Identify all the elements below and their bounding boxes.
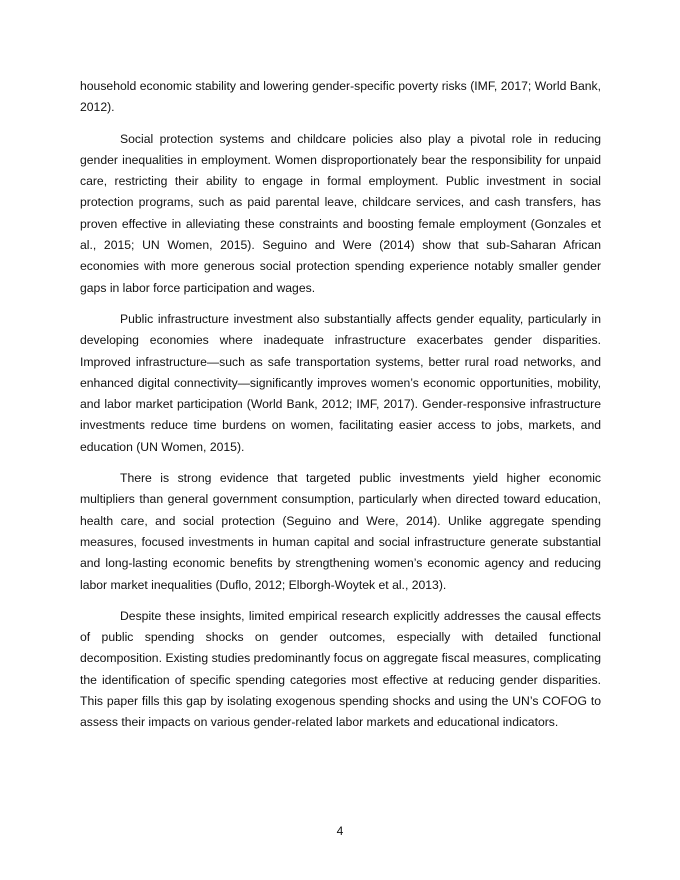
page-number: 4	[336, 824, 344, 838]
paragraph-multipliers: There is strong evidence that targeted public investments yield higher economic multipliers than general government consumption, particularly when directed toward education, health care, and social protection (Seguino and Were, 2014). Unlike aggregate spending measures, focused investments in human capital and social infrastructure generate substantial and long-lasting economic benefits by strengthening women’s economic agency and reducing labor market inequalities (Duflo, 2012; Elborgh-Woytek et al., 2013).	[80, 471, 601, 592]
body-text	[80, 76, 601, 744]
paragraph-research-gap: Despite these insights, limited empirical research explicitly addresses the causal effects of public spending shocks on gender outcomes, especially with detailed functional decomposition. Existing studies predominantly focus on aggregate fiscal measures, complicating the identification of specific spending categories most effective at reducing gender disparities. This paper fills this gap by isolating exogenous spending shocks and using the UN’s COFOG to assess their impacts on various gender-related labor markets and educational indicators.	[80, 608, 601, 730]
paragraph-infrastructure: Public infrastructure investment also substantially affects gender equality, particularly in developing economies where inadequate infrastructure exacerbates gender disparities. Improved infrastructure—such as safe transportation systems, better rural road networks, and enhanced digital connectivity—significantly improves women’s economic opportunities, mobility, and labor market participation (World Bank, 2012; IMF, 2017). Gender-responsive infrastructure investments reduce time burdens on women, facilitating easier access to jobs, markets, and education (UN Women, 2015).	[80, 311, 601, 454]
paragraph-continuation: household economic stability and lowering gender-specific poverty risks (IMF, 2017; World Bank, 2012).	[80, 79, 601, 115]
paragraph-social-protection: Social protection systems and childcare policies also play a pivotal role in reducing gender inequalities in employment. Women disproportionately bear the responsibility for unpaid care, restricting their ability to engage in formal employment. Public investment in social protection programs, such as paid parental leave, childcare services, and cash transfers, has proven effective in alleviating these constraints and boosting female employment (Gonzales et al., 2015; UN Women, 2015). Seguino and Were (2014) show that sub-Saharan African economies with more generous social protection spending experience notably smaller gender gaps in labor force participation and wages.	[80, 131, 601, 295]
